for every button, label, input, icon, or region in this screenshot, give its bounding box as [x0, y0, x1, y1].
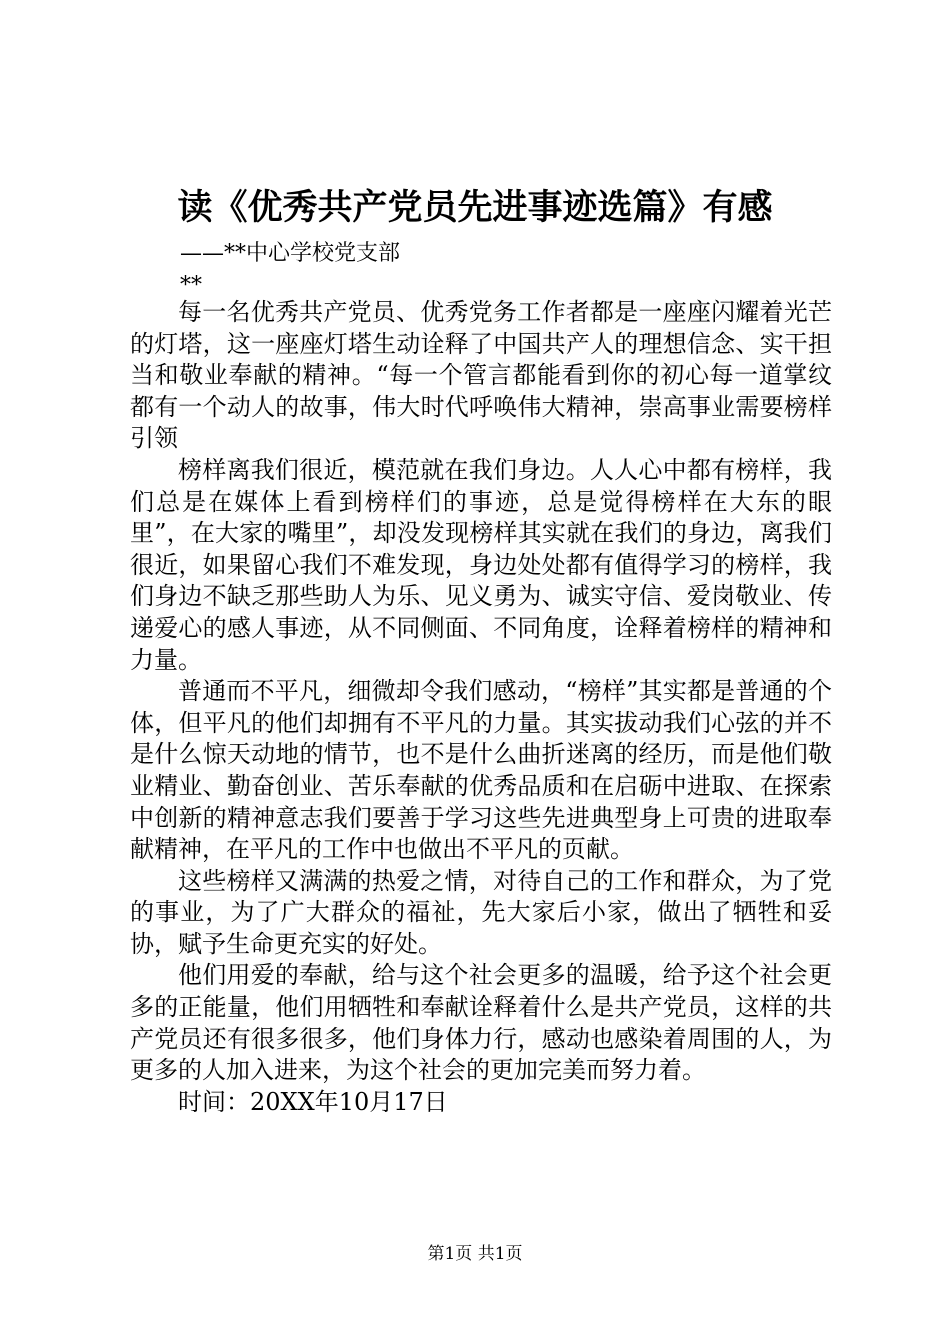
document-date: 时间：20XX年10月17日: [178, 1087, 448, 1116]
paragraph-3: 普通而不平凡，细微却令我们感动，“榜样”其实都是普通的个体，但平凡的他们却拥有不平凡的力量。其实拔动我们心弦的并不是什么惊天动地的情节，也不是什么曲折迷离的经历，而是他们敬业精业、勤奋创业、苦乐奉献的优秀品质和在启砺中进取、在探索中创新的精神意志我们要善于学习这些先进典型身上可贵的进取奉献精神，在平凡的工作中也做出不平凡的页献。: [130, 677, 832, 864]
byline-author: **: [180, 273, 202, 298]
document-body: [130, 297, 832, 1118]
paragraph-5: 他们用爱的奉献，给与这个社会更多的温暖，给予这个社会更多的正能量，他们用牺牲和奉献诠释着什么是共产党员，这样的共产党员还有很多很多，他们身体力行，感动也感染着周围的人，为更多的人加入进来，为这个社会的更加完美而努力着。: [130, 961, 832, 1085]
page-footer: 第1页 共1页: [427, 1244, 523, 1264]
paragraph-4: 这些榜样又满满的热爱之情，对待自己的工作和群众，为了党的事业，为了广大群众的福祉，先大家后小家，做出了牺牲和妥协，赋予生命更充实的好处。: [130, 866, 832, 958]
document-title: 读《优秀共产党员先进事迹选篇》有感: [177, 187, 773, 228]
paragraph-1: 每一名优秀共产党员、优秀党务工作者都是一座座闪耀着光芒的灯塔，这一座座灯塔生动诠释了中国共产人的理想信念、实干担当和敬业奉献的精神。“每一个管言都能看到你的初心每一道掌纹都有一个动人的故事，伟大时代呼唤伟大精神，崇高事业需要榜样引领: [130, 298, 832, 453]
byline-organization: ——**中心学校党支部: [180, 241, 401, 266]
paragraph-2: 榜样离我们很近，模范就在我们身边。人人心中都有榜样，我们总是在媒体上看到榜样们的事迹，总是觉得榜样在大东的眼里”，在大家的嘴里”，却没发现榜样其实就在我们的身边，离我们很近，如果留心我们不难发现，身边处处都有值得学习的榜样，我们身边不缺乏那些助人为乐、见义勇为、诚实守信、爱岗敬业、传递爱心的感人事迹，从不同侧面、不同角度，诠释着榜样的精神和力量。: [130, 455, 832, 674]
